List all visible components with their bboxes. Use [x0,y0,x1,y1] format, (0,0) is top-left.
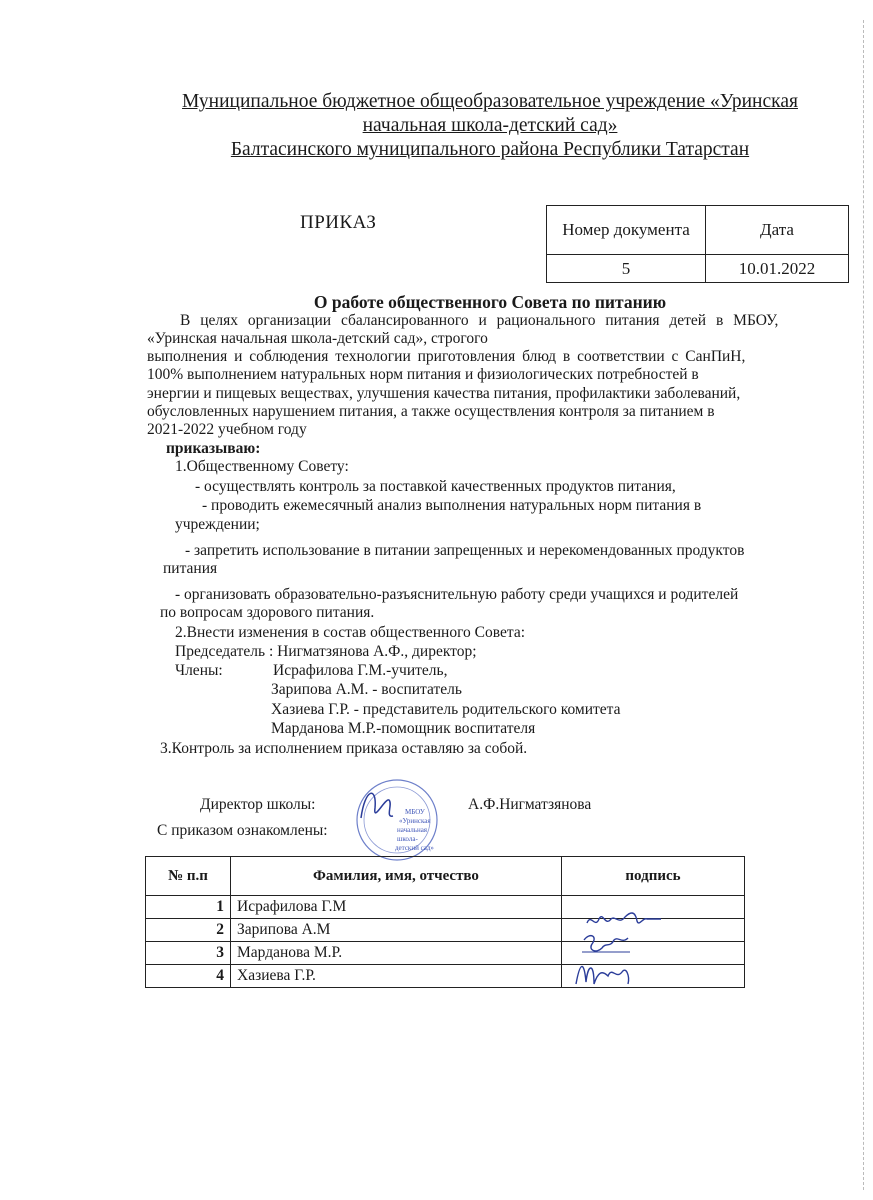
point2-member-4: Марданова М.Р.-помощник воспитателя [271,720,536,737]
row-number: 2 [146,919,231,942]
preamble-line-5: энергии и пищевых веществах, улучшения качества питания, профилактики заболеваний, [147,385,741,402]
row-name: Зарипова А.М [231,919,562,942]
scan-edge-line [863,20,864,1190]
point1-item-4: - организовать образовательно-разъяснительную работу среди учащихся и родителей [175,586,739,603]
org-header [150,90,830,162]
point1-item-3: - запретить использование в питании запрещенных и нерекомендованных продуктов [185,542,745,559]
col-header-name: Фамилия, имя, отчество [231,857,562,896]
point1-item-2-cont: учреждении; [175,516,260,533]
row-name: Хазиева Г.Р. [231,965,562,988]
order-verb: приказываю: [166,440,261,457]
point1-heading: 1.Общественному Совету: [175,458,349,475]
preamble-line-4: 100% выполнением натуральных норм питания и физиологических потребностей в [147,366,699,383]
row-number: 3 [146,942,231,965]
col-header-signature: подпись [562,857,745,896]
col-header-number: № п.п [146,857,231,896]
doc-number-value: 5 [547,255,706,283]
order-label: ПРИКАЗ [300,212,377,233]
org-header-line-2: начальная школа-детский сад» [362,115,618,136]
point1-item-4-cont: по вопросам здорового питания. [160,604,375,621]
preamble-line-7: 2021-2022 учебном году [147,421,307,438]
point2-member-2: Зарипова А.М. - воспитатель [271,681,462,698]
doc-number-table [546,205,849,283]
order-title: О работе общественного Совета по питанию [313,292,667,312]
org-header-line-1: Муниципальное бюджетное общеобразовательное учреждение «Уринская [182,91,798,112]
point1-item-2: - проводить ежемесячный анализ выполнения натуральных норм питания в [202,497,702,514]
row-name: Марданова М.Р. [231,942,562,965]
svg-text:школа-: школа- [397,835,418,843]
org-header-line-3: Балтасинского муниципального района Республики Татарстан [230,139,750,160]
point2-heading: 2.Внести изменения в состав общественного Совета: [175,624,526,641]
point3: 3.Контроль за исполнением приказа оставляю за собой. [160,740,528,757]
acquainted-label: С приказом ознакомлены: [157,822,328,839]
doc-date-header: Дата [706,206,849,255]
table-header-row [146,857,745,896]
doc-date-value: 10.01.2022 [706,255,849,283]
director-name: А.Ф.Нигматзянова [468,796,592,813]
svg-text:детский сад»: детский сад» [395,844,434,852]
svg-text:начальная: начальная [397,826,428,834]
director-position: Директор школы: [200,796,316,813]
school-stamp-icon [355,778,440,863]
preamble-line-6: обусловленных нарушением питания, а также осуществления контроля за питанием в [147,403,715,420]
point2-members-label: Члены: [175,662,223,679]
point2-member-3: Хазиева Г.Р. - представитель родительского комитета [271,701,621,718]
point1-item-1: - осуществлять контроль за поставкой качественных продуктов питания, [195,478,676,495]
row-number: 4 [146,965,231,988]
svg-text:«Уринская: «Уринская [399,817,431,825]
point1-item-3-cont: питания [163,560,218,577]
row-name: Исрафилова Г.М [231,896,562,919]
table-row [146,942,745,965]
doc-number-header: Номер документа [547,206,706,255]
preamble-line-1: В целях организации сбалансированного и рационального питания детей в МБОУ, [180,312,779,329]
table-row [146,965,745,988]
signature-mardanova-icon [572,956,634,992]
row-number: 1 [146,896,231,919]
preamble-line-3: выполнения и соблюдения технологии приготовления блюд в соответствии с СанПиН, [147,348,746,365]
svg-text:МБОУ: МБОУ [405,808,425,816]
preamble-line-2: «Уринская начальная школа-детский сад», строгого [147,330,488,347]
point2-chair: Председатель : Нигматзянова А.Ф., директор; [175,643,477,660]
point2-member-1: Исрафилова Г.М.-учитель, [273,662,448,679]
